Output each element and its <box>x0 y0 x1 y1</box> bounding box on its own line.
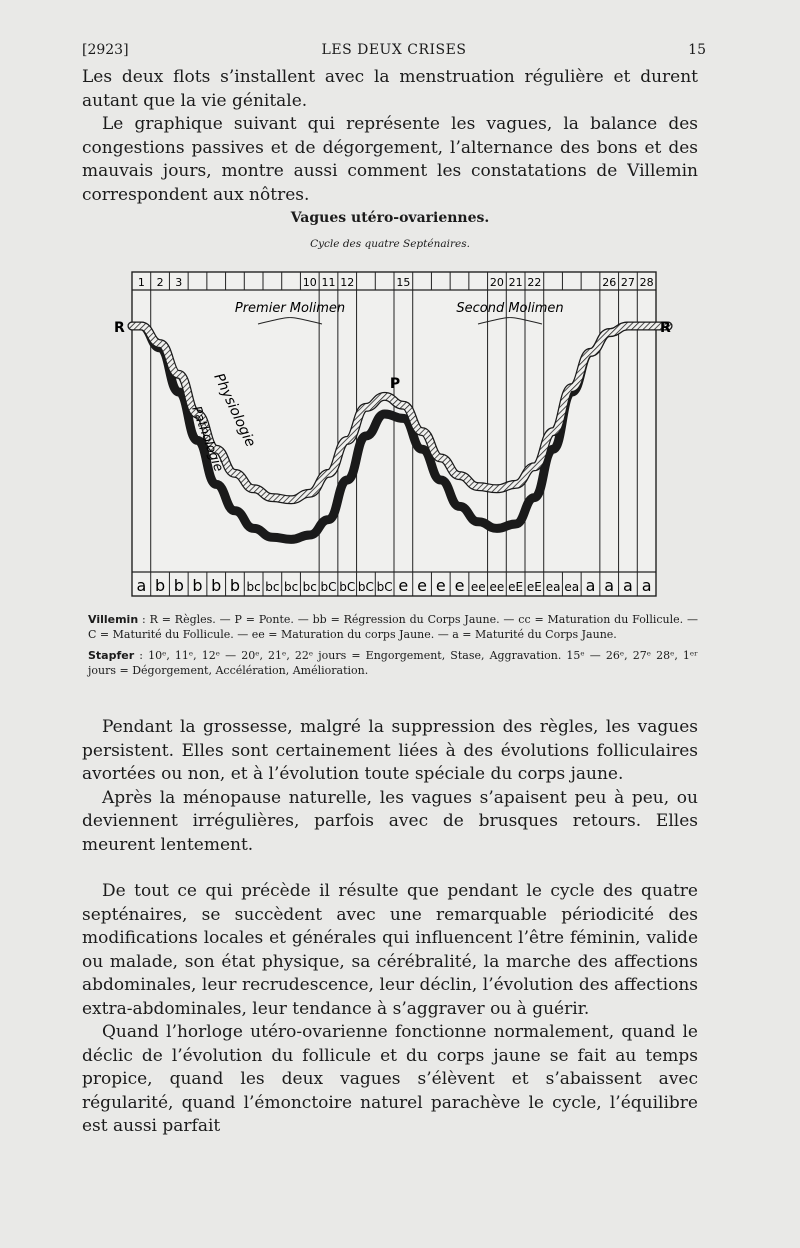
day-label: 2 <box>156 276 164 289</box>
bottom-letter: a <box>604 576 615 595</box>
bottom-letter: eE <box>508 580 524 594</box>
intro-text <box>82 66 698 207</box>
left-r-marker: R <box>114 320 125 336</box>
right-r-marker: R <box>660 320 671 336</box>
day-label: 12 <box>340 276 355 289</box>
bottom-letter: bC <box>357 580 374 594</box>
bottom-letter: b <box>154 576 166 595</box>
paragraph: De tout ce qui précède il résulte que pendant le cycle des quatre septénaires, se succèdent avec une remarquable périodicité des modifications locales et générales qui influencent l’être féminin, valide ou malade, son état physique, sa cérébralité, la marche des affections abdominales, leur recrudescence, leur déclin, l’évolution des affections extra-abdominales, leur tendance à s’aggraver ou à guérir. <box>82 881 698 1019</box>
bottom-letter: ee <box>470 580 486 594</box>
stapfer-label: Stapfer <box>88 649 135 662</box>
day-label: 1 <box>137 276 145 289</box>
running-title: LES DEUX CRISES <box>321 42 467 58</box>
paragraph: Après la ménopause naturelle, les vagues s’apaisent peu à peu, ou deviennent irrégulières, parfois avec de brusques retours. Elles meurent lentement. <box>82 787 698 855</box>
bottom-letter: e <box>417 576 427 595</box>
bottom-letter: eE <box>526 580 542 594</box>
stapfer-legend <box>88 648 698 678</box>
paragraph: Le graphique suivant qui représente les vagues, la balance des congestions passives et de dégorgement, l’alternance des bons et des mauvais jours, montre aussi comment les constatations de Villemin correspondent aux nôtres. <box>82 114 698 205</box>
bottom-letter: a <box>641 576 652 595</box>
day-label: 26 <box>602 276 617 289</box>
page-reference: [2923] <box>82 42 129 58</box>
paragraph: Les deux flots s’installent avec la menstruation régulière et durent autant que la vie génitale. <box>82 67 698 111</box>
bottom-letter: a <box>623 576 633 595</box>
bottom-letter: bC <box>320 580 337 594</box>
bottom-letter: a <box>136 576 147 595</box>
bottom-letter: bc <box>302 580 317 594</box>
page-number: 15 <box>688 42 706 58</box>
bottom-letter: ee <box>489 580 505 594</box>
closing-text <box>82 880 698 1139</box>
bottom-letter: a <box>585 576 596 595</box>
bottom-letter: ea <box>564 580 580 594</box>
bottom-letter: bC <box>339 580 356 594</box>
premier-molimen-label: Premier Molimen <box>234 301 346 316</box>
bottom-letter: e <box>454 576 465 595</box>
paragraph: Pendant la grossesse, malgré la suppression des règles, les vagues persistent. Elles sont certainement liées à des évolutions folliculaires avortées ou non, et à l’évolution toute spéciale du corps jaune. <box>82 717 698 784</box>
bottom-letter: bC <box>376 580 393 594</box>
bottom-letter: ea <box>545 580 561 594</box>
day-label: 20 <box>489 276 504 289</box>
figure-title: Vagues utéro-ovariennes. <box>290 210 490 226</box>
day-label: 22 <box>527 276 542 289</box>
day-label: 3 <box>175 276 183 289</box>
second-molimen-label: Second Molimen <box>456 301 564 316</box>
bottom-letter: b <box>229 576 241 595</box>
physiologie-label: Physiologie <box>210 370 259 450</box>
figure-caption <box>88 612 698 684</box>
bottom-letter: b <box>173 576 184 595</box>
day-label: 21 <box>508 276 523 289</box>
villemin-label: Villemin <box>88 613 139 626</box>
day-label: 27 <box>620 276 635 289</box>
pathologie-label: Pathologie <box>188 404 226 474</box>
ponte-marker: P <box>389 376 401 392</box>
villemin-text: : R = Règles. — P = Ponte. — bb = Régression du Corps Jaune. — cc = Maturation du Follicule. — C = Maturité du Follicule. — eе = Maturation du corps Jaune. — a = Maturité du Corps Jaune. <box>88 613 698 641</box>
bottom-letter: bc <box>246 580 261 594</box>
day-label: 15 <box>396 276 411 289</box>
bottom-letter: e <box>435 576 446 595</box>
bottom-letter: e <box>398 576 409 595</box>
paragraph: Quand l’horloge utéro-ovarienne fonctionne normalement, quand le déclic de l’évolution du follicule et du corps jaune se fait au temps propice, quand les deux vagues s’élèvent et s’abaissent avec régularité, quand l’émonctoire naturel parachève le cycle, l’équilibre est aussi parfait <box>82 1022 698 1136</box>
middle-text <box>82 716 698 857</box>
day-label: 28 <box>639 276 654 289</box>
bottom-letter: bc <box>283 580 299 594</box>
stapfer-text: : 10ᵉ, 11ᵉ, 12ᵉ — 20ᵉ, 21ᵉ, 22ᵉ jours = Engorgement, Stase, Aggravation. 15ᵉ — 26ᵉ, 27ᵉ 28ᵉ, 1ᵉʳ jours = Dégorgement, Accélération, Amélioration. <box>88 649 698 677</box>
bottom-letter: bc <box>265 580 280 594</box>
bottom-letter: b <box>211 576 222 595</box>
day-label: 10 <box>302 276 317 289</box>
figure-subtitle: Cycle des quatre Septénaires. <box>310 238 470 250</box>
running-header <box>82 42 706 64</box>
bottom-letter: b <box>192 576 203 595</box>
uterine-ovarian-waves-chart <box>110 268 680 600</box>
day-label: 11 <box>321 276 336 289</box>
villemin-legend <box>88 612 698 642</box>
